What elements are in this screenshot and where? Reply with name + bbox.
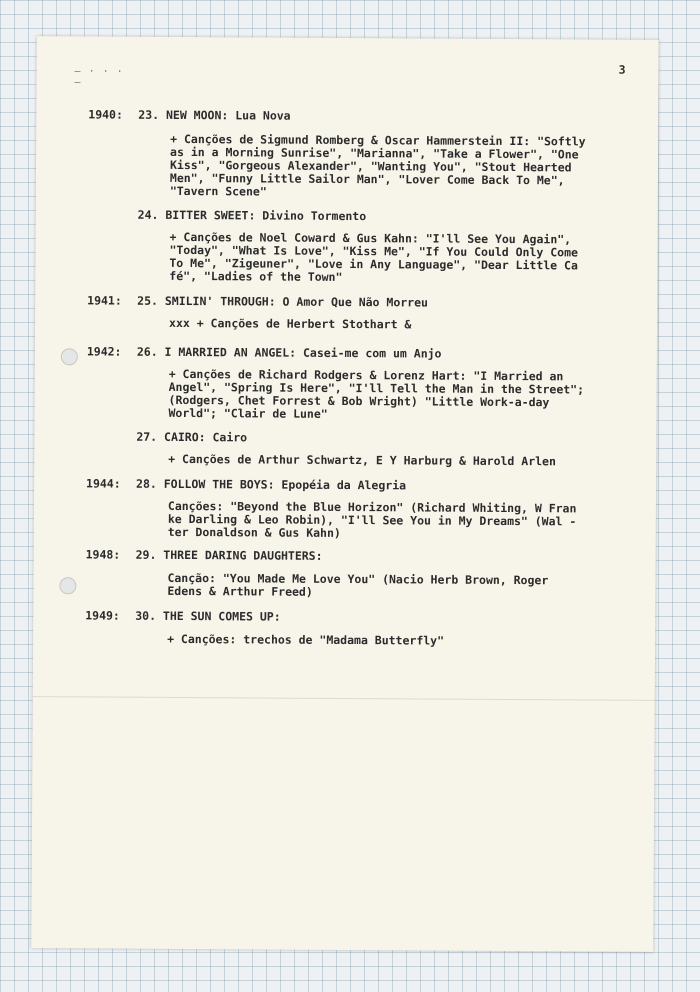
pencil-mark-decoration: — · · · —	[74, 66, 124, 89]
entry-year: 1949:	[85, 608, 120, 623]
paper-fold-line	[33, 696, 655, 701]
entry-heading: 30. THE SUN COMES UP:	[135, 608, 281, 624]
entry-detail-line: xxx + Canções de Herbert Stothart &	[168, 315, 412, 332]
entry-year: 1944:	[86, 476, 121, 491]
entry-year: 1948:	[85, 547, 121, 562]
entry-detail-line: + Canções de Arthur Schwartz, E Y Harburg & Harold Arlen	[168, 451, 556, 469]
entry-detail-line: ke Darling & Leo Robin), "I'll See You in My Dreams" (Wal -	[167, 511, 577, 529]
entry-detail-line: "Today", "What Is Love", "Kiss Me", "If You Could Only Come	[169, 242, 579, 260]
entry-detail-line: + Canções: trechos de "Madama Butterfly"	[167, 631, 445, 648]
entry-detail-line: Men", "Funny Little Sailor Man", "Lover Come Back To Me",	[169, 170, 565, 188]
entry-heading: 27. CAIRO: Cairo	[136, 429, 248, 445]
entry-detail-line: Canções: "Beyond the Blue Horizon" (Richard Whiting, W Fran	[167, 498, 577, 516]
entry-detail-line: (Rodgers, Chet Forrest & Bob Wright) "Little Work-a-day	[168, 392, 550, 410]
entry-year: 1941:	[87, 293, 122, 308]
entry-detail-line: as in a Morning Sunrise", "Marianna", "Take a Flower", "One	[170, 144, 579, 162]
entry-detail-line: World"; "Clair de Lune"	[168, 405, 328, 421]
entry-detail-line: Angel", "Spring Is Here", "I'll Tell the Man in the Street";	[168, 379, 585, 397]
entry-heading: 23. NEW MOON: Lua Nova	[138, 107, 291, 123]
entry-detail-line: + Canções de Sigmund Romberg & Oscar Hammerstein II: "Softly	[170, 131, 586, 149]
entry-heading: 28. FOLLOW THE BOYS: Epopéia da Alegria	[136, 476, 407, 493]
entry-detail-line: Edens & Arthur Freed)	[167, 583, 313, 599]
entry-detail-line: + Canções de Noel Coward & Gus Kahn: "I'll See You Again",	[169, 229, 572, 247]
entry-heading: 25. SMILIN' THROUGH: O Amor Que Não Morreu	[137, 293, 429, 310]
entry-detail-line: Canção: "You Made Me Love You" (Nacio Herb Brown, Roger	[167, 570, 549, 588]
punch-hole-top	[61, 348, 78, 365]
entry-year: 1940:	[88, 107, 123, 122]
punch-hole-bottom	[59, 577, 76, 594]
entry-detail-line: "Tavern Scene"	[169, 183, 267, 199]
page-number: 3	[618, 62, 626, 77]
entry-heading: 29. THREE DARING DAUGHTERS:	[135, 547, 323, 563]
entry-heading: 26. I MARRIED AN ANGEL: Casei-me com um Anjo	[136, 344, 442, 361]
entry-detail-line: + Canções de Richard Rodgers & Lorenz Hart: "I Married an	[168, 366, 564, 384]
entry-year: 1942:	[86, 344, 122, 359]
entry-detail-line: Kiss", "Gorgeous Alexander", "Wanting You", "Stout Hearted	[169, 157, 572, 175]
entry-detail-line: To Me", "Zigeuner", "Love in Any Language", "Dear Little Ca	[169, 255, 578, 273]
entry-detail-line: fé", "Ladies of the Town"	[169, 268, 343, 284]
entry-detail-line: ter Donaldson & Gus Kahn)	[167, 524, 341, 540]
typed-document-page	[31, 36, 659, 952]
entry-heading: 24. BITTER SWEET: Divino Tormento	[137, 207, 367, 224]
